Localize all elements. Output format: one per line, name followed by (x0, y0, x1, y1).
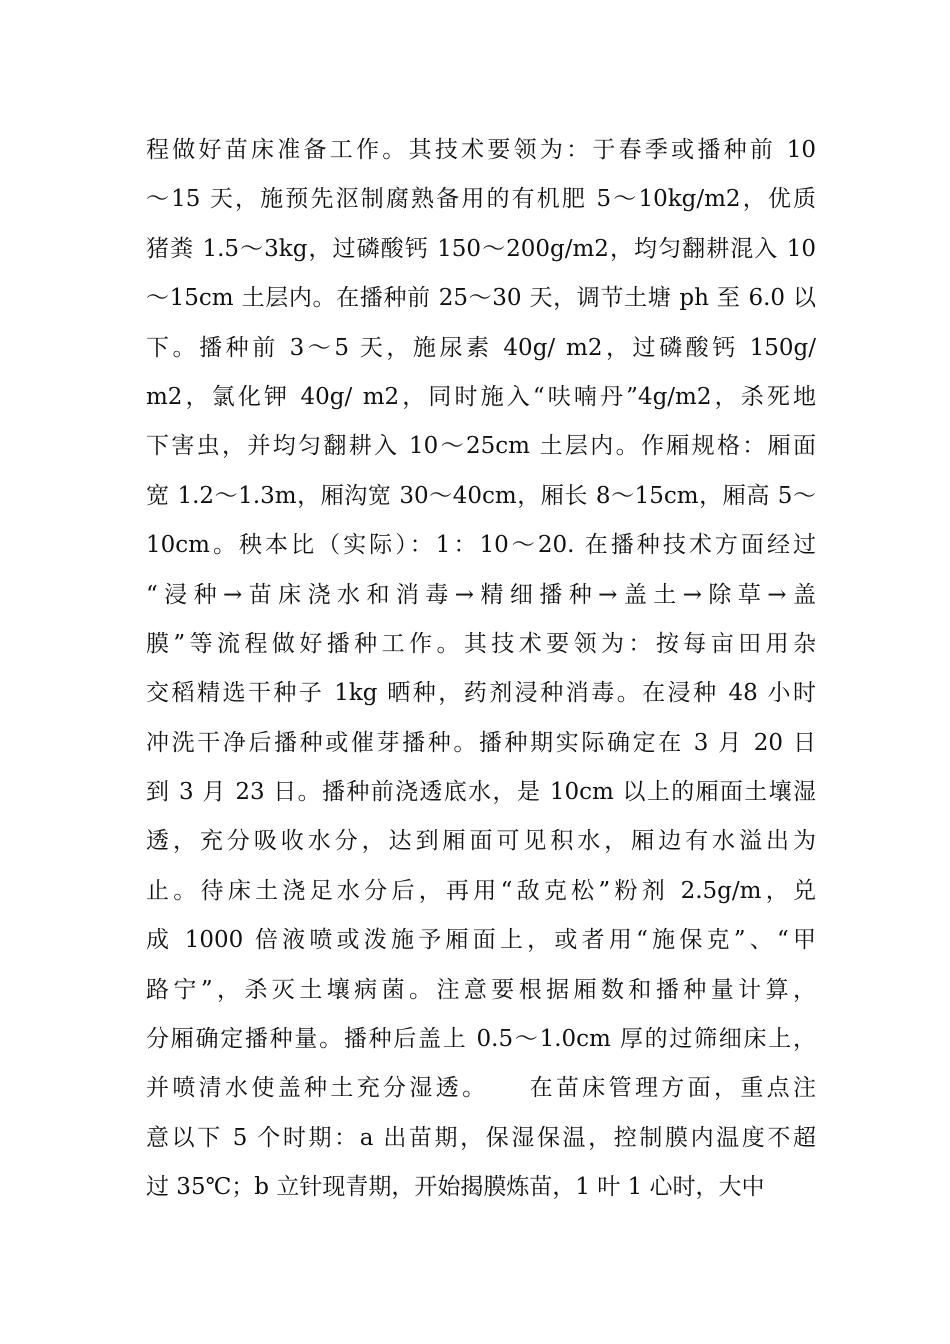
text-line: 到 3 月 23 日。播种前浇透底水，是 10cm 以上的厢面土壤湿 (146, 779, 816, 806)
text-line: ～15cm 土层内。在播种前 25～30 天，调节土塘 ph 至 6.0 以 (146, 285, 816, 312)
text-line: 过 35℃；b 立针现青期，开始揭膜炼苗，1 叶 1 心时，大中 (146, 1174, 765, 1201)
text-line: 意以下 5 个时期：a 出苗期，保湿保温，控制膜内温度不超 (146, 1124, 816, 1151)
text-line: 交稻精选干种子 1kg 晒种，药剂浸种消毒。在浸种 48 小时 (146, 680, 816, 707)
text-line: “浸种→苗床浇水和消毒→精细播种→盖土→除草→盖 (146, 581, 816, 608)
text-line: 分厢确定播种量。播种后盖上 0.5～1.0cm 厚的过筛细床上， (146, 1026, 816, 1053)
text-line: 止。待床土浇足水分后，再用“敌克松”粉剂 2.5g/m，兑 (146, 877, 816, 904)
text-line: 路宁”，杀灭土壤病菌。注意要根据厢数和播种量计算， (146, 976, 816, 1003)
text-line: 膜”等流程做好播种工作。其技术要领为：按每亩田用杂 (146, 630, 816, 657)
text-line: ～15 天，施预先沤制腐熟备用的有机肥 5～10kg/m2，优质 (146, 186, 816, 213)
text-line: 10cm。秧本比（实际）：1：10～20. 在播种技术方面经过 (146, 532, 816, 559)
text-line: 下。播种前 3～5 天，施尿素 40g/ m2，过磷酸钙 150g/ (146, 334, 816, 361)
text-line: m2，氯化钾 40g/ m2，同时施入“呋喃丹”4g/m2，杀死地 (146, 383, 816, 410)
text-line: 成 1000 倍液喷或泼施予厢面上，或者用“施保克”、“甲 (146, 927, 816, 954)
text-line: 冲洗干净后播种或催芽播种。播种期实际确定在 3 月 20 日 (146, 729, 816, 756)
text-line: 下害虫，并均匀翻耕入 10～25cm 土层内。作厢规格：厢面 (146, 433, 816, 460)
text-line: 透，充分吸收水分，达到厢面可见积水，厢边有水溢出为 (146, 828, 816, 855)
text-line: 猪粪 1.5～3kg，过磷酸钙 150～200g/m2，均匀翻耕混入 10 (146, 235, 816, 262)
text-line: 并喷清水使盖种土充分湿透。 在苗床管理方面，重点注 (146, 1075, 816, 1102)
text-line: 程做好苗床准备工作。其技术要领为：于春季或播种前 10 (146, 137, 816, 163)
text-line: 宽 1.2～1.3m，厢沟宽 30～40cm，厢长 8～15cm，厢高 5～ (146, 482, 816, 509)
body-paragraph (146, 126, 816, 1213)
